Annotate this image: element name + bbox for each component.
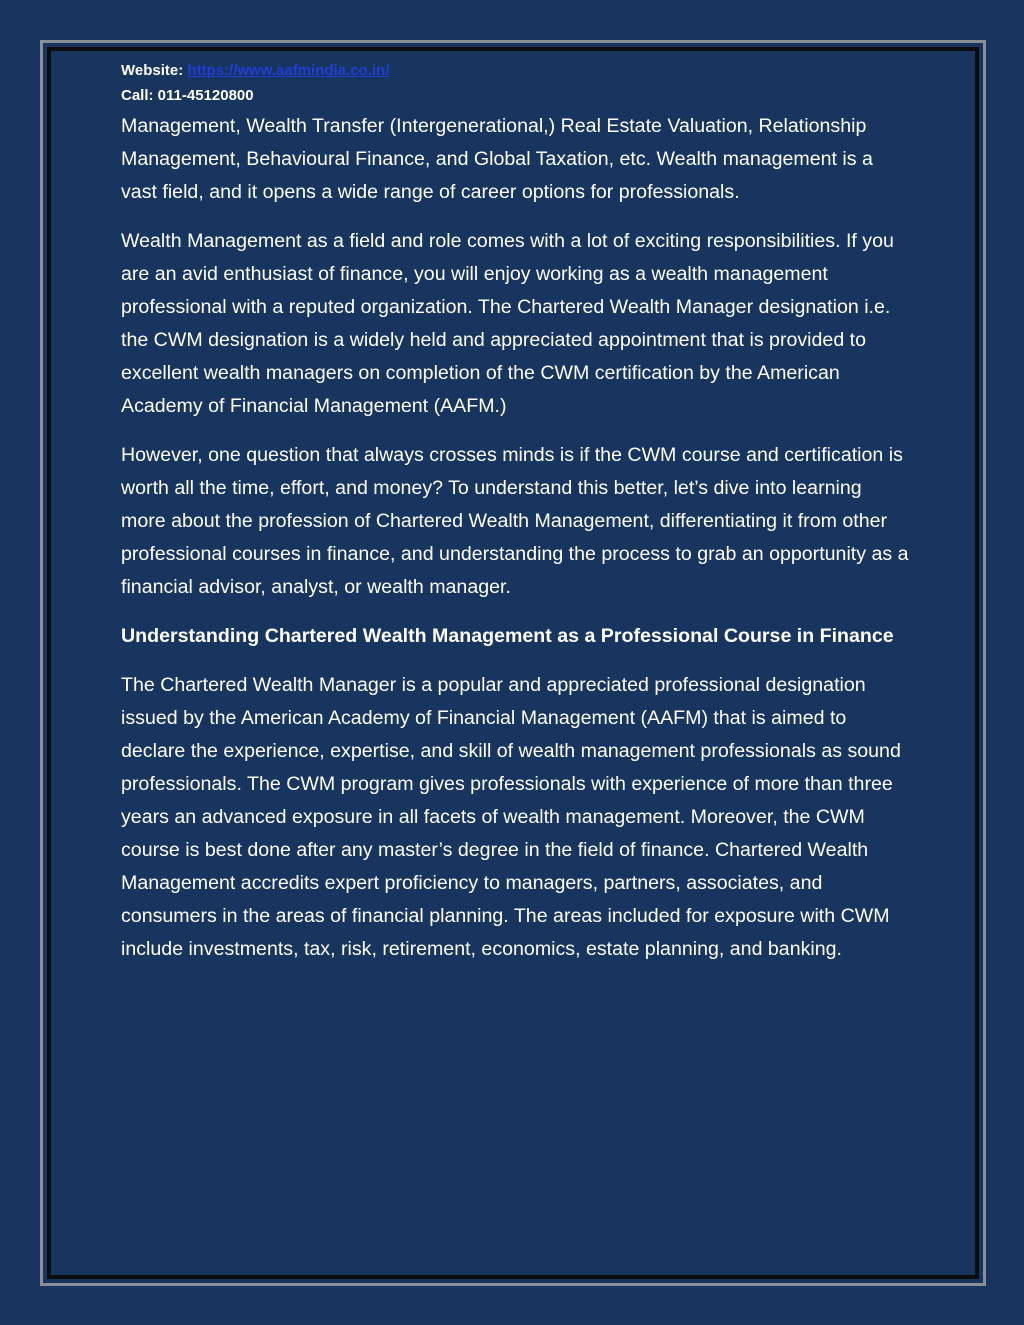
website-label: Website: bbox=[121, 62, 184, 79]
document-content bbox=[121, 58, 911, 982]
call-line: Call: 011-45120800 bbox=[121, 87, 254, 104]
paragraph-2: Wealth Management as a field and role comes with a lot of exciting responsibilities. If you are an avid enthusiast of finance, you will enjoy working as a wealth management professional with a reputed organization. The Chartered Wealth Manager designation i.e. the CWM designation is a widely held and appreciated appointment that is provided to excellent wealth managers on completion of the CWM certification by the American Academy of Financial Management (AAFM.) bbox=[121, 230, 894, 417]
section-paragraph: The Chartered Wealth Manager is a popular and appreciated professional designation issued by the American Academy of Financial Management (AAFM) that is aimed to declare the experience, expertise, and skill of wealth management professionals as sound professionals. The CWM program gives professionals with experience of more than three years an advanced exposure in all facets of wealth management. Moreover, the CWM course is best done after any master’s degree in the field of finance. Chartered Wealth Management accredits expert proficiency to managers, partners, associates, and consumers in the areas of financial planning. The areas included for exposure with CWM include investments, tax, risk, retirement, economics, estate planning, and banking. bbox=[121, 674, 901, 960]
paragraph-3: However, one question that always crosses minds is if the CWM course and certification is worth all the time, effort, and money? To understand this better, let’s dive into learning more about the profession of Chartered Wealth Management, differentiating it from other professional courses in finance, and understanding the process to grab an opportunity as a financial advisor, analyst, or wealth manager. bbox=[121, 444, 909, 598]
website-line bbox=[121, 58, 911, 83]
website-link[interactable]: https://www.aafmindia.co.in/ bbox=[187, 62, 390, 79]
paragraph-1: Management, Wealth Transfer (Intergenerational,) Real Estate Valuation, Relationship Management, Behavioural Finance, and Global Taxation, etc. Wealth management is a vast field, and it opens a wide range of career options for professionals. bbox=[121, 115, 873, 203]
section-heading: Understanding Chartered Wealth Management as a Professional Course in Finance bbox=[121, 625, 894, 647]
